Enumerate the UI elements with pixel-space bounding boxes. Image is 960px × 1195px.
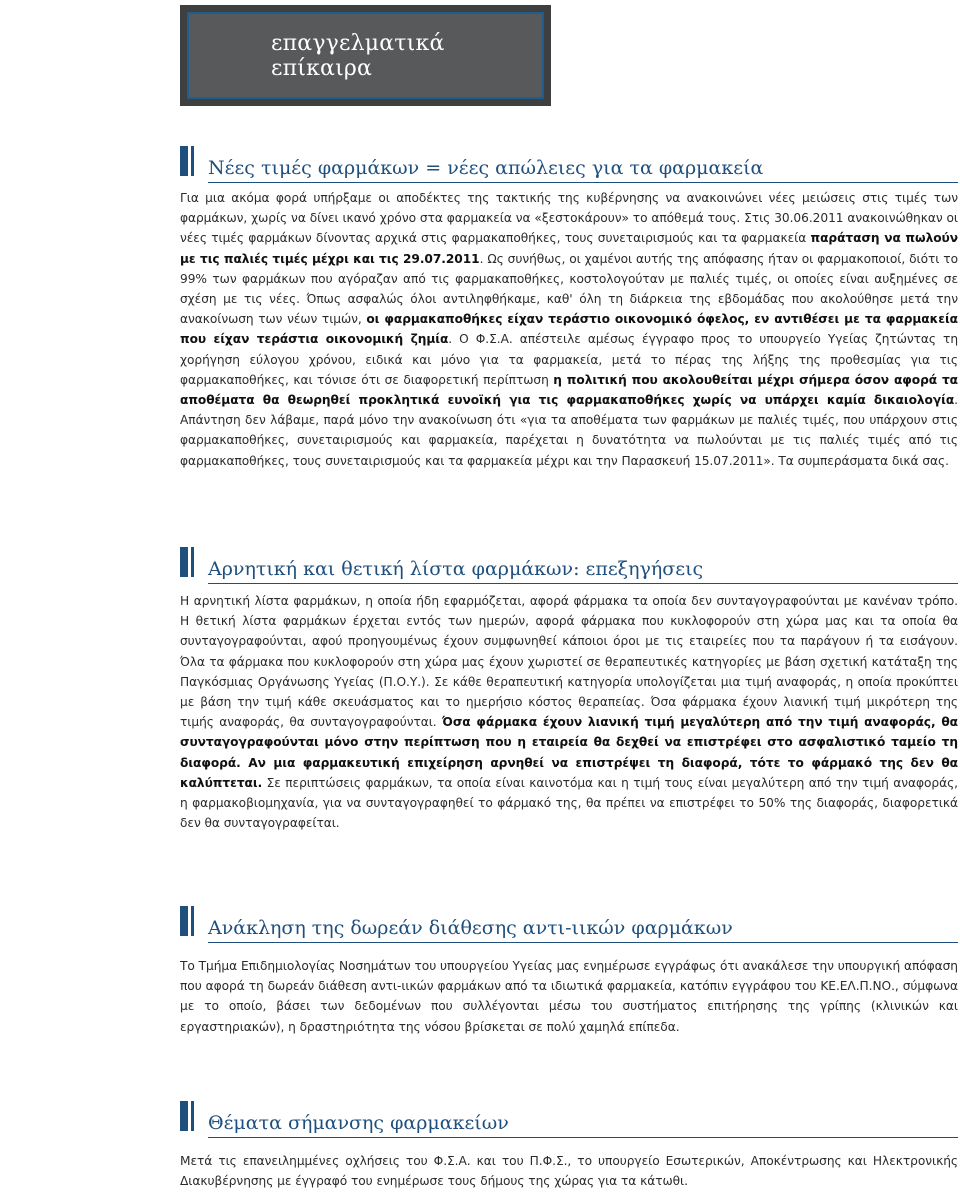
heading-bar-thin-icon bbox=[191, 1101, 194, 1131]
section-antiviral-recall bbox=[180, 906, 958, 1037]
banner-title: επαγγελματικά επίκαιρα bbox=[271, 30, 445, 81]
section-heading bbox=[180, 1101, 958, 1134]
text-run: . Ο Φ.Σ.Α. απέστειλε αμέσως έγγραφο προς το υπουργείο Υγείας ζητώντας τη χορήγηση εύλογου χρόνου, ειδικά και μόνο για τα φαρμακεία, μετά το πέρας της λήξης της προθεσμίας για τις φαρμακαποθήκες, και τόνισε ότι σε διαφορετική περίπτωση bbox=[180, 332, 959, 387]
heading-rule bbox=[208, 1137, 958, 1138]
heading-bar-icon bbox=[180, 547, 188, 577]
heading-bar-icon bbox=[180, 906, 188, 936]
section-body bbox=[180, 591, 958, 833]
heading-bar-icon bbox=[180, 146, 188, 176]
heading-bar-icon bbox=[180, 1101, 188, 1131]
section-pharmacy-signage bbox=[180, 1101, 958, 1191]
section-title: Νέες τιμές φαρμάκων = νέες απώλειες για τα φαρμακεία bbox=[208, 157, 764, 179]
section-body bbox=[180, 1151, 958, 1191]
heading-bar-thin-icon bbox=[191, 146, 194, 176]
header-banner bbox=[180, 5, 551, 106]
text-run: Σε περιπτώσεις φαρμάκων, τα οποία είναι καινοτόμα και η τιμή τους είναι μεγαλύτερη από την τιμή αναφοράς, η φαρμακοβιομηχανία, για να συνταγογραφηθεί το φάρμακό της, θα πρέπει να επιστρέφει το 50% της διαφοράς, διαφορετικά δεν θα συνταγογραφείται. bbox=[180, 775, 958, 831]
section-title: Ανάκληση της δωρεάν διάθεσης αντι-ιικών φαρμάκων bbox=[208, 917, 733, 939]
text-run: . Απάντηση δεν λάβαμε, παρά μόνο την ανακοίνωση ότι «για τα αποθέματα των φαρμάκων με παλιές τιμές, που υπάρχουν στις φαρμακαποθήκες, συνεταιρισμούς και φαρμακεία, παρέχεται η δυνατότητα να πωλούνται με τις παλιές τιμές από τις φαρμακαποθήκες, τους συνεταιρισμούς και τα φαρμακεία μέχρι και την Παρασκευή 15.07.2011». Τα συμπεράσματα δικά σας. bbox=[180, 393, 958, 468]
heading-rule bbox=[208, 942, 958, 943]
text-run: Η αρνητική λίστα φαρμάκων, η οποία ήδη εφαρμόζεται, αφορά φάρμακα τα οποία δεν συνταγογραφούνται με κανέναν τρόπο. Η θετική λίστα φαρμάκων έρχεται εντός των ημερών, αφορά φάρμακα που κυκλοφορούν στη χώρα μας και τα οποία θα συνταγογραφούνται, αφού προηγουμένως έχουν συμφωνηθεί κάποιοι όροι με τις εταιρείες που τα παράγουν ή τα εισάγουν. Όλα τα φάρμακα που κυκλοφορούν στη χώρα μας έχουν χωριστεί σε θεραπευτικές κατηγορίες με βάση σχετική κατάταξη της Παγκόσμιας Οργάνωσης Υγείας (Π.Ο.Υ.). Σε κάθε θεραπευτική κατηγορία υπολογίζεται μια τιμή αναφοράς, η οποία προκύπτει με βάση την τιμή κάθε σκευάσματος και το ημερήσιο κόστος θεραπείας. Όσα φάρμακα έχουν λιανική τιμή μικρότερη της τιμής αναφοράς, θα συνταγογραφούνται. bbox=[180, 594, 958, 730]
section-body bbox=[180, 188, 958, 471]
heading-bar-thin-icon bbox=[191, 906, 194, 936]
text-run: Για μια ακόμα φορά υπήρξαμε οι αποδέκτες της τακτικής της κυβέρνησης να ανακοινώνει νέες μειώσεις στις τιμές των φαρμάκων, χωρίς να δίνει ικανό χρόνο στα φαρμακεία να «ξεστοκάρουν» το απόθεμά τους. Στις 30.06.2011 ανακοινώθηκαν οι νέες τιμές φαρμάκων δίνοντας αρχικά στις φαρμακαποθήκες, τους συνεταιρισμούς και τα φαρμακεία bbox=[180, 191, 958, 246]
section-heading bbox=[180, 906, 958, 939]
section-new-prices bbox=[180, 146, 958, 471]
heading-bar-thin-icon bbox=[191, 547, 194, 577]
section-heading bbox=[180, 547, 958, 580]
heading-rule bbox=[208, 583, 958, 584]
section-heading bbox=[180, 146, 958, 179]
section-title: Θέματα σήμανσης φαρμακείων bbox=[208, 1112, 509, 1134]
text-run: Μετά τις επανειλημμένες οχλήσεις του Φ.Σ.Α. και του Π.Φ.Σ., το υπουργείο Εσωτερικών, Αποκέντρωσης και Ηλεκτρονικής Διακυβέρνησης με έγγραφό του ενημέρωσε τους δήμους της χώρας για τα κάτωθι. bbox=[180, 1154, 958, 1189]
bold-text-run: Όσα φάρμακα έχουν λιανική τιμή μεγαλύτερη από την τιμή αναφοράς, θα συνταγογραφούνται μόνο στην περίπτωση που η εταιρεία θα δεχθεί να επιστρέφει στο ασφαλιστικό ταμείο τη διαφορά. Αν μια φαρμακευτική επιχείρηση αρνηθεί να επιστρέψει τη διαφορά, τότε το φάρμακό της δεν θα καλύπτεται. bbox=[180, 715, 958, 790]
bold-text-run: παράταση να πωλούν με τις παλιές τιμές μέχρι και τις 29.07.2011 bbox=[180, 231, 958, 266]
bold-text-run: η πολιτική που ακολουθείται μέχρι σήμερα όσον αφορά τα αποθέματα θα θεωρηθεί προκλητικά ευνοϊκή για τις φαρμακαποθήκες χωρίς να υπάρχει καμία δικαιολογία bbox=[180, 372, 959, 408]
text-run: . Ως συνήθως, οι χαμένοι αυτής της απόφασης ήταν οι φαρμακοποιοί, διότι το 99% των φαρμάκων που αγόραζαν από τις φαρμακαποθήκες, κοστολογούταν με παλιές τιμές, οι οποίες είναι αυξημένες σε σχέση με τις νέες. Όπως ασφαλώς όλοι αντιληφθήκαμε, καθ' όλη τη διάρκεια της εβδομάδας που ακολούθησε μετά την ανακοίνωση των νέων τιμών, bbox=[180, 251, 958, 327]
section-title: Αρνητική και θετική λίστα φαρμάκων: επεξηγήσεις bbox=[208, 558, 704, 580]
section-drug-lists bbox=[180, 547, 958, 833]
header-banner-inner bbox=[187, 12, 544, 99]
heading-rule bbox=[208, 182, 958, 183]
section-body bbox=[180, 956, 958, 1037]
text-run: Το Τμήμα Επιδημιολογίας Νοσημάτων του υπουργείου Υγείας μας ενημέρωσε εγγράφως ότι ανακάλεσε την υπουργική απόφαση που αφορά τη δωρεάν διάθεση αντι-ιικών φαρμάκων από τα ιδιωτικά φαρμακεία, κατόπιν εγγράφου του ΚΕ.ΕΛ.Π.ΝΟ., σύμφωνα με το οποίο, βάσει των δεδομένων που συλλέγονται μέσω του συστήματος επιτήρησης της γρίπης (κλινικών και εργαστηριακών), η δραστηριότητα της νόσου βρίσκεται σε πολύ χαμηλά επίπεδα. bbox=[180, 959, 958, 1034]
bold-text-run: οι φαρμακαποθήκες είχαν τεράστιο οικονομικό όφελος, εν αντιθέσει με τα φαρμακεία που είχαν τεράστια οικονομική ζημία bbox=[180, 312, 958, 347]
